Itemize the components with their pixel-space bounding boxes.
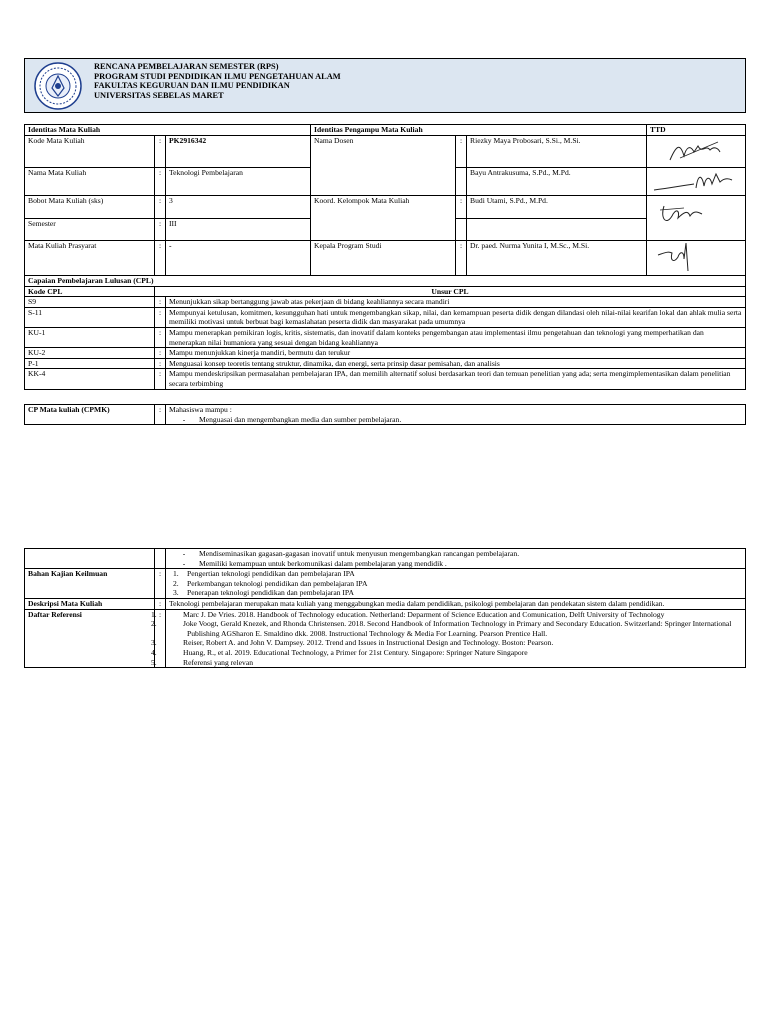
cpl-kode: S-11 bbox=[25, 307, 155, 327]
koord-name: Budi Utami, S.Pd., M.Pd. bbox=[467, 195, 647, 218]
colon: : bbox=[155, 218, 166, 240]
item-text: Huang, R., et al. 2019. Educational Technology, a Primer for 21st Century. Singapore: Springer Nature Singapore bbox=[183, 647, 528, 657]
item-text: Penerapan teknologi pendidikan dan pembelajaran IPA bbox=[187, 588, 354, 598]
reference-item bbox=[151, 638, 742, 648]
cpl-unsur: Menunjukkan sikap bertanggung jawab atas pekerjaan di bidang keahliannya secara mandiri bbox=[166, 297, 746, 308]
cpl-kode: KK-4 bbox=[25, 369, 155, 389]
cpmk-item bbox=[169, 415, 742, 425]
cpl-unsur: Menguasai konsep teoretis tentang struktur, dinamika, dan energi, serta prinsip dasar pemisahan, dan analisis bbox=[166, 358, 746, 369]
colon: : bbox=[456, 240, 467, 275]
cpl-kode: KU-1 bbox=[25, 327, 155, 347]
identitas-pengampu-header: Identitas Pengampu Mata Kuliah bbox=[311, 125, 647, 136]
signature-image bbox=[650, 136, 742, 166]
header-line: FAKULTAS KEGURUAN DAN ILMU PENDIDIKAN bbox=[94, 81, 290, 91]
item-number: 2. bbox=[173, 578, 179, 588]
cpl-kode: KU-2 bbox=[25, 348, 155, 359]
item-number: 1. bbox=[173, 569, 179, 579]
item-text: Pengertian teknologi pendidikan dan pembelajaran IPA bbox=[187, 569, 355, 579]
signature-cell bbox=[647, 240, 746, 275]
colon: : bbox=[155, 307, 166, 327]
item-number: 3. bbox=[173, 588, 179, 598]
list-item bbox=[169, 579, 742, 589]
cpl-unsur: Mampu mendeskripsikan permasalahan pembelajaran IPA, dan memilih alternatif solusi berdasarkan teori dan temuan penelitian yang ada; serta mengimplementasikan dalam penelitian secara terbimbing bbox=[166, 369, 746, 389]
cpmk-table bbox=[24, 404, 746, 425]
cpl-unsur-header: Unsur CPL bbox=[155, 286, 746, 297]
list-item bbox=[169, 588, 742, 598]
item-number: 4. bbox=[151, 647, 157, 657]
item-number: 2. bbox=[151, 619, 157, 629]
item-number: 1. bbox=[151, 609, 157, 619]
colon: : bbox=[155, 369, 166, 389]
colon: : bbox=[155, 358, 166, 369]
item-text: Reiser, Robert A. and John V. Dampsey. 2012. Trend and Issues in Instructional Design and Technology. Boston: Pearson. bbox=[183, 638, 554, 648]
cpl-unsur: Mempunyai ketulusan, komitmen, kesungguhan hati untuk mengembangkan sikap, nilai, dan kemampuan peserta didik dengan dilandasi oleh nilai-nilai kearifan lokal dan ahlak mulia serta memiliki motivasi untuk berbuat bagi kemaslahatan peserta didik dan masyarakat pada umumnya bbox=[166, 307, 746, 327]
kaprodi-name: Dr. paed. Nurma Yunita I, M.Sc., M.Si. bbox=[467, 240, 647, 275]
label-bobot: Bobot Mata Kuliah (sks) bbox=[25, 195, 155, 218]
colon: : bbox=[155, 405, 166, 425]
value-semester: III bbox=[166, 218, 311, 240]
cpl-kode: P-1 bbox=[25, 358, 155, 369]
colon: : bbox=[155, 240, 166, 275]
list-item bbox=[169, 569, 742, 579]
colon: : bbox=[155, 297, 166, 308]
value-kode-mk: PK2916342 bbox=[166, 135, 311, 167]
signature-image bbox=[650, 241, 742, 275]
empty-cell bbox=[467, 218, 647, 240]
signature-cell bbox=[647, 167, 746, 195]
colon bbox=[155, 549, 166, 569]
label-nama-mk: Nama Mata Kuliah bbox=[25, 167, 155, 195]
dosen-1: Riezky Maya Probosari, S.Si., M.Si. bbox=[467, 135, 647, 167]
colon: : bbox=[155, 609, 166, 668]
bahan-kajian-label: Bahan Kajian Keilmuan bbox=[25, 569, 155, 599]
signature-image bbox=[650, 168, 742, 194]
dash: - bbox=[182, 549, 186, 558]
cpl-kode: S9 bbox=[25, 297, 155, 308]
colon: : bbox=[155, 135, 166, 167]
label-kaprodi: Kepala Program Studi bbox=[311, 240, 456, 275]
value-bobot: 3 bbox=[166, 195, 311, 218]
cpl-kode-header: Kode CPL bbox=[25, 286, 155, 297]
university-logo bbox=[33, 61, 83, 111]
item-number: 3. bbox=[151, 638, 157, 648]
colon: : bbox=[155, 167, 166, 195]
reference-item bbox=[151, 619, 742, 638]
referensi-label: Daftar Referensi bbox=[25, 609, 155, 668]
cpmk-item bbox=[169, 559, 742, 569]
signature-cell bbox=[647, 135, 746, 167]
label-semester: Semester bbox=[25, 218, 155, 240]
cpmk-label: CP Mata kuliah (CPMK) bbox=[25, 405, 155, 425]
colon: : bbox=[155, 598, 166, 609]
cpmk-continued bbox=[166, 549, 746, 569]
reference-item bbox=[151, 657, 742, 668]
cpmk-item-text: Menguasai dan mengembangkan media dan sumber pembelajaran. bbox=[199, 414, 402, 424]
label-prasyarat: Mata Kuliah Prasyarat bbox=[25, 240, 155, 275]
header-line: RENCANA PEMBELAJARAN SEMESTER (RPS) bbox=[94, 62, 279, 71]
ttd-header: TTD bbox=[647, 125, 746, 136]
cpmk-item-text: Memiliki kemampuan untuk berkomunikasi dalam pembelajaran yang mendidik . bbox=[199, 558, 447, 568]
bahan-kajian-list bbox=[166, 569, 746, 599]
colon bbox=[456, 218, 467, 240]
item-text: Referensi yang relevan bbox=[183, 657, 253, 667]
item-number: 5. bbox=[151, 657, 157, 667]
colon: : bbox=[155, 195, 166, 218]
reference-item bbox=[151, 647, 742, 658]
deskripsi-label: Deskripsi Mata Kuliah bbox=[25, 598, 155, 609]
deskripsi-text: Teknologi pembelajaran merupakan mata kuliah yang menggabungkan media dalam pendidikan, psikologi pembelajaran dan pendekatan sistem dalam pendidikan. bbox=[166, 598, 746, 609]
cpmk-continued-label bbox=[25, 549, 155, 569]
cpmk-item bbox=[169, 549, 742, 559]
document-header bbox=[24, 58, 746, 113]
header-lines bbox=[94, 62, 341, 100]
course-details-table bbox=[24, 548, 746, 668]
label-koord: Koord. Kelompok Mata Kuliah bbox=[311, 195, 456, 240]
colon bbox=[456, 167, 467, 195]
item-text: Marc J. De Vries. 2018. Handbook of Technology education. Netherland: Deparment of Science Education and Comunication, Delft University of Technology bbox=[183, 609, 665, 619]
colon: : bbox=[155, 348, 166, 359]
signature-cell bbox=[647, 195, 746, 240]
cpl-title: Capaian Pembelajaran Lulusan (CPL) bbox=[25, 276, 746, 287]
dosen-2: Bayu Antrakusuma, S.Pd., M.Pd. bbox=[467, 167, 647, 195]
signature-image bbox=[650, 196, 742, 232]
value-prasyarat: - bbox=[166, 240, 311, 275]
item-text: Perkembangan teknologi pendidikan dan pembelajaran IPA bbox=[187, 578, 368, 588]
dash: - bbox=[182, 558, 186, 568]
header-line: PROGRAM STUDI PENDIDIKAN ILMU PENGETAHUAN ALAM bbox=[94, 71, 341, 81]
label-kode-mk: Kode Mata Kuliah bbox=[25, 135, 155, 167]
colon: : bbox=[155, 569, 166, 599]
cpmk-intro: Mahasiswa mampu : bbox=[169, 405, 232, 414]
label-nama-dosen: Nama Dosen bbox=[311, 135, 456, 195]
cpmk-content bbox=[166, 405, 746, 425]
cpl-unsur: Mampu menerapkan pemikiran logis, kritis, sistematis, dan inovatif dalam konteks pengembangan atau implementasi ilmu pengetahuan dan teknologi yang memperhatikan dan menerapkan nilai humaniora yang sesuai dengan bidang keahliannya bbox=[166, 327, 746, 347]
dash: - bbox=[182, 414, 186, 424]
identitas-table bbox=[24, 124, 746, 276]
value-nama-mk: Teknologi Pembelajaran bbox=[166, 167, 311, 195]
reference-item bbox=[151, 609, 742, 620]
colon: : bbox=[456, 195, 467, 218]
cpl-unsur: Mampu menunjukkan kinerja mandiri, bermutu dan terukur bbox=[166, 348, 746, 359]
referensi-list bbox=[151, 609, 746, 668]
colon: : bbox=[456, 135, 467, 167]
cpmk-item-text: Mendiseminasikan gagasan-gagasan inovatif untuk menyusun mengembangkan rancangan pembelajaran. bbox=[199, 549, 520, 558]
colon: : bbox=[155, 327, 166, 347]
header-line: UNIVERSITAS SEBELAS MARET bbox=[94, 90, 224, 100]
cpl-table bbox=[24, 275, 746, 390]
item-text: Joke Voogt, Gerald Knezek, and Rhonda Christensen. 2018. Second Handbook of Information Technology in Primary and Secondary Education. Switzerland: Springer International Publishing AGSharon E. Smaldino dkk. 2008. Instructional Technology & Media For Learning. Pearson Prentice Hall. bbox=[183, 619, 732, 638]
identitas-mk-header: Identitas Mata Kuliah bbox=[25, 125, 311, 136]
